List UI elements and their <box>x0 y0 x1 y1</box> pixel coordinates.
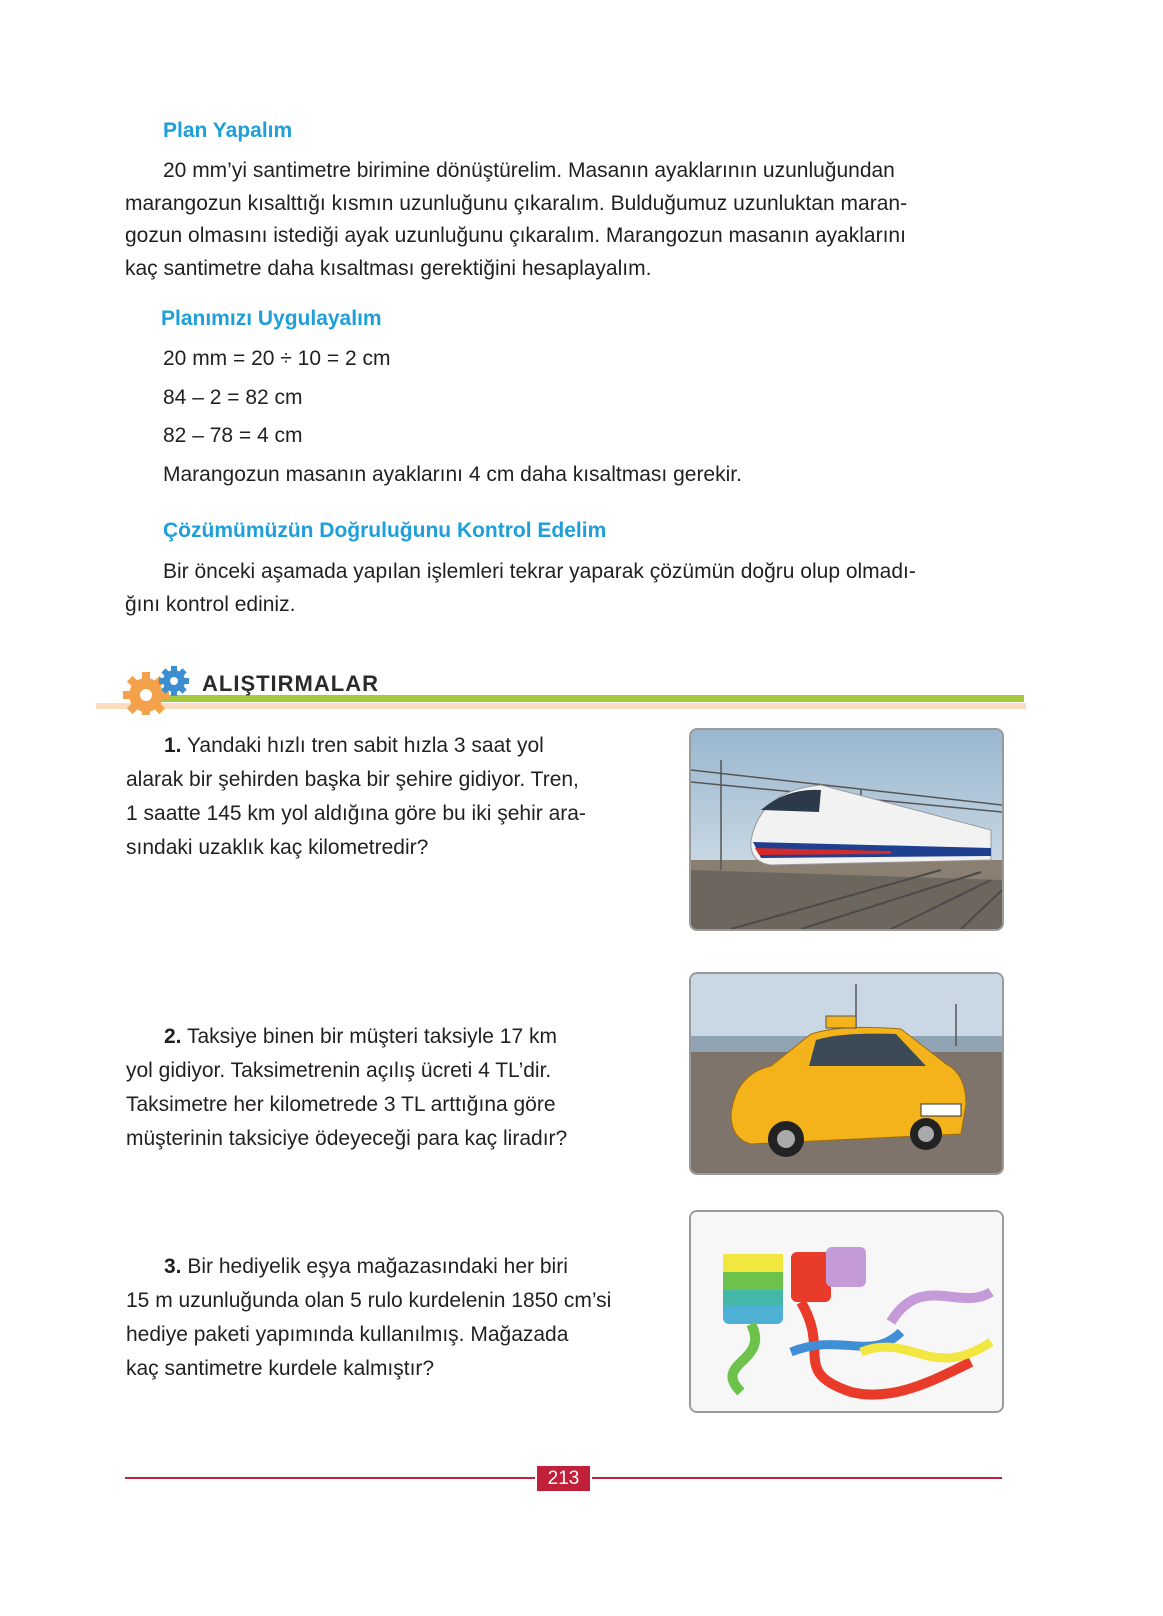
exercise-number: 2. <box>164 1025 182 1048</box>
exercise-text: Yandaki hızlı tren sabit hızla 3 saat yol <box>186 734 544 757</box>
exercise-line: Taksimetre her kilometrede 3 TL arttığına göre <box>126 1093 556 1116</box>
yellow-taxi-photo <box>689 972 1004 1175</box>
exercise-line <box>126 1020 650 1054</box>
ribbon-rolls-photo <box>689 1210 1004 1413</box>
exercise-line: hediye paketi yapımında kullanılmış. Mağazada <box>126 1323 569 1346</box>
exercise-text: Bir hediyelik eşya mağazasındaki her biri <box>187 1255 568 1278</box>
apply-heading: Planımızı Uygulayalım <box>161 307 382 330</box>
exercise-line: yol gidiyor. Taksimetrenin açılış ücreti 4 TL’dir. <box>126 1059 552 1082</box>
plan-line: kaç santimetre daha kısaltması gerektiğini hesaplayalım. <box>125 256 652 280</box>
exercise-line: sındaki uzaklık kaç kilometredir? <box>126 836 429 859</box>
apply-step: 84 – 2 = 82 cm <box>163 386 303 409</box>
plan-line: gozun olmasını istediği ayak uzunluğunu çıkaralım. Marangozun masanın ayaklarını <box>125 224 906 247</box>
check-line: ğını kontrol ediniz. <box>125 592 296 616</box>
apply-step: 82 – 78 = 4 cm <box>163 424 303 447</box>
exercise-number: 3. <box>164 1255 182 1278</box>
check-line: Bir önceki aşamada yapılan işlemleri tekrar yaparak çözümün doğru olup olmadı- <box>163 560 916 583</box>
exercises-banner <box>96 655 1026 715</box>
check-paragraph <box>125 556 1001 621</box>
footer-line-left <box>125 1477 535 1479</box>
exercises-title: ALIŞTIRMALAR <box>202 671 379 696</box>
exercise-2 <box>126 1020 650 1156</box>
plan-line: marangozun kısalttığı kısmın uzunluğunu çıkaralım. Bulduğumuz uzunluktan maran- <box>125 191 908 215</box>
high-speed-train-photo <box>689 728 1004 931</box>
exercise-line <box>126 729 650 763</box>
page-number: 213 <box>537 1466 590 1491</box>
exercise-number: 1. <box>164 734 182 757</box>
exercise-line: 15 m uzunluğunda olan 5 rulo kurdelenin 1850 cm’si <box>126 1289 612 1312</box>
exercise-line <box>126 1250 650 1284</box>
exercise-line: alarak bir şehirden başka bir şehire gidiyor. Tren, <box>126 768 579 791</box>
apply-step: 20 mm = 20 ÷ 10 = 2 cm <box>163 347 391 370</box>
exercise-text: Taksiye binen bir müşteri taksiyle 17 km <box>186 1025 557 1048</box>
exercise-1 <box>126 729 650 865</box>
plan-paragraph <box>125 155 1001 285</box>
exercise-line: müşterinin taksiciye ödeyeceği para kaç liradır? <box>126 1127 568 1150</box>
plan-heading: Plan Yapalım <box>163 119 293 142</box>
footer-line-right <box>592 1477 1002 1479</box>
apply-conclusion: Marangozun masanın ayaklarını 4 cm daha kısaltması gerekir. <box>163 463 742 486</box>
check-heading: Çözümümüzün Doğruluğunu Kontrol Edelim <box>163 519 607 542</box>
exercise-line: 1 saatte 145 km yol aldığına göre bu iki şehir ara- <box>126 802 586 825</box>
exercise-3 <box>126 1250 650 1386</box>
plan-line: 20 mm’yi santimetre birimine dönüştürelim. Masanın ayaklarının uzunluğundan <box>163 159 895 182</box>
blue-gear-icon <box>159 666 189 696</box>
exercise-line: kaç santimetre kurdele kalmıştır? <box>126 1357 435 1380</box>
